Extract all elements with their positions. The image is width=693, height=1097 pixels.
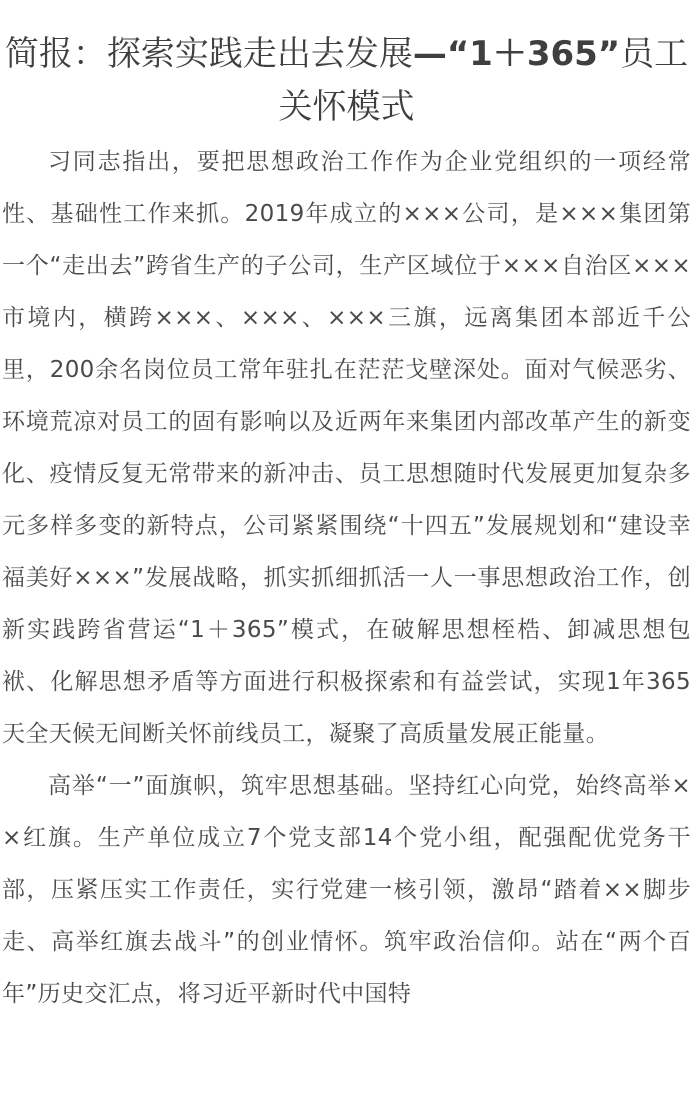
document-title <box>0 0 693 134</box>
title-tail: 员工关怀模式 <box>278 34 689 127</box>
paragraph-flag: 高举“一”面旗帜，筑牢思想基础。坚持红心向党，始终高举××红旗。生产单位成立7个党支部14个党小组，配强配优党务干部，压紧压实工作责任，实行党建一核引领，激昂“踏着××脚步走、高举红旗去战斗”的创业情怀。筑牢政治信仰。站在“两个百年”历史交汇点，将习近平新时代中国特 <box>2 773 691 1007</box>
paragraph-intro: 习同志指出，要把思想政治工作作为企业党组织的一项经常性、基础性工作来抓。2019年成立的×××公司，是×××集团第一个“走出去”跨省生产的子公司，生产区域位于×××自治区×××市境内，横跨×××、×××、×××三旗，远离集团本部近千公里，200余名岗位员工常年驻扎在茫茫戈壁深处。面对气候恶劣、环境荒凉对员工的固有影响以及近两年来集团内部改革产生的新变化、疫情反复无常带来的新冲击、员工思想随时代发展更加复杂多元多样多变的新特点，公司紧紧围绕“十四五”发展规划和“建设幸福美好×××”发展战略，抓实抓细抓活一人一事思想政治工作，创新实践跨省营运“1＋365”模式，在破解思想桎梏、卸减思想包袱、化解思想矛盾等方面进行积极探索和有益尝试，实现1年365天全天候无间断关怀前线员工，凝聚了高质量发展正能量。 <box>2 149 691 747</box>
title-emphasis: —“1＋365” <box>412 34 621 74</box>
title-main: 简报：探索实践走出去发展 <box>4 34 413 74</box>
document-body <box>0 136 693 1020</box>
